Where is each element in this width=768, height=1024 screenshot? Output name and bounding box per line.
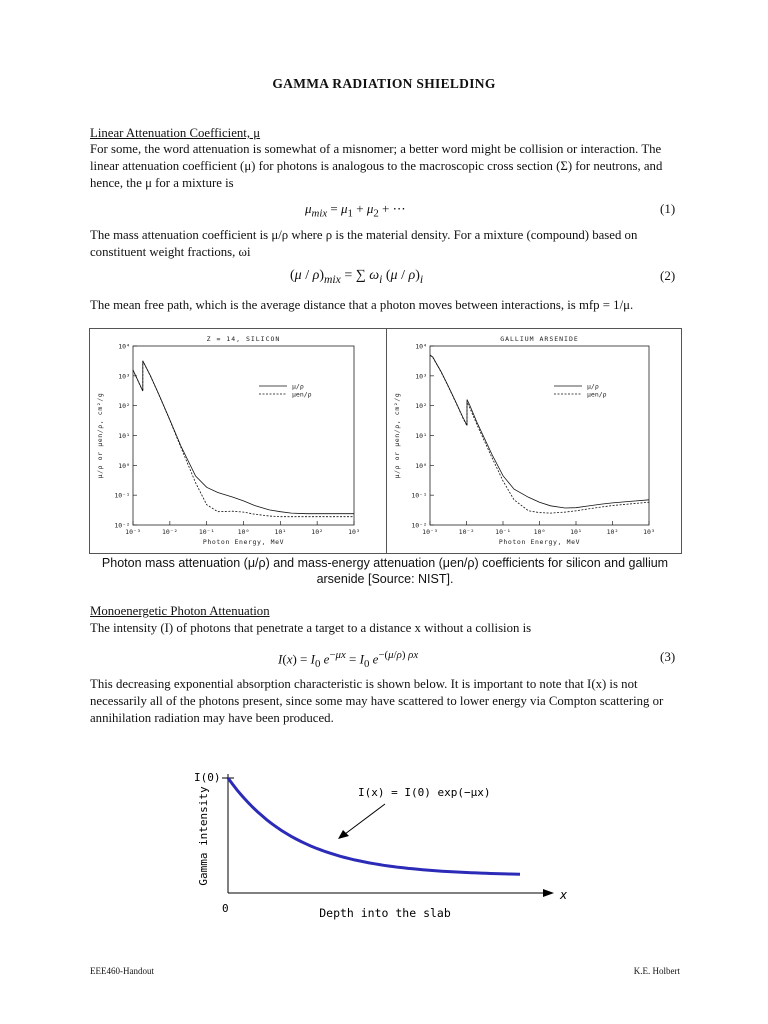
heading-text: Monoenergetic Photon Attenuation: [90, 604, 270, 618]
x-tick-label: 10²: [606, 528, 619, 536]
y-tick-label: 10⁰: [415, 461, 427, 470]
y-tick-label: 10⁻¹: [411, 491, 427, 500]
x-tick-label: 10⁻¹: [495, 528, 511, 536]
x-tick-label: 10²: [311, 528, 324, 536]
plot-area: [430, 346, 649, 525]
gallium-arsenide-attenuation-chart: [386, 328, 682, 554]
y-top-label: I(0): [194, 771, 221, 784]
paragraph: This decreasing exponential absorption characteristic is shown below. It is important to note that I(x) is not necessarily all of the photons present, since some may have scattered to lower energy via Compton scattering or annihilation radiation may have been produced.: [90, 677, 664, 725]
equation-1: $\mu_{mix} = \mu_1 + \mu_2$ + ⋯: [305, 201, 406, 220]
x-tick-label: 10⁻²: [458, 528, 475, 536]
y-tick-label: 10¹: [118, 432, 130, 440]
origin-label: 0: [222, 902, 229, 915]
section-heading-linear-attenuation: [90, 125, 690, 142]
x-axis-arrow: [543, 889, 554, 897]
equation-number: (2): [660, 268, 676, 283]
y-tick-label: 10²: [415, 402, 427, 411]
curve-annotation: I(x) = I(0) exp(−μx): [358, 786, 491, 799]
chart-title: GALLIUM ARSENIDE: [500, 335, 579, 343]
x-axis-label: Photon Energy, MeV: [498, 538, 581, 546]
x-tick-label: 10⁰: [237, 528, 250, 536]
footer-right: K.E. Holbert: [633, 966, 680, 976]
equation-number: (3): [660, 649, 676, 664]
x-tick-label: 10³: [348, 528, 360, 536]
x-axis-symbol: x: [560, 888, 568, 902]
figure-caption: Photon mass attenuation (μ/ρ) and mass-energy attenuation (μen/ρ) coefficients for silicon and gallium arsenide [Source: NIST].: [101, 556, 669, 586]
page-title: GAMMA RADIATION SHIELDING: [272, 76, 496, 91]
chart-title: Z = 14, SILICON: [206, 335, 281, 343]
series-line-mass-attenuation: [133, 361, 354, 514]
legend-label: μ/ρ: [587, 382, 599, 391]
annotation-arrowhead: [338, 830, 349, 839]
equation-3: $I(x) = I_0$ $e^{-\mu x} = I_0$ $e^{-(\mu/\rho) \rho x}$: [278, 649, 419, 670]
silicon-attenuation-chart: [89, 328, 387, 554]
x-axis-label: Depth into the slab: [319, 906, 451, 920]
y-tick-label: 10³: [118, 372, 130, 381]
y-tick-label: 10³: [415, 372, 427, 381]
y-tick-label: 10¹: [415, 432, 427, 440]
x-tick-label: 10⁻³: [422, 528, 438, 536]
x-tick-label: 10⁻²: [162, 528, 178, 536]
paragraph: The mass attenuation coefficient is μ/ρ where ρ is the material density. For a mixture (compound) based on constituent weight fractions, ωi: [90, 228, 638, 259]
y-tick-label: 10⁴: [415, 342, 427, 351]
y-axis-label: μ/ρ or μen/ρ, cm²/g: [393, 392, 401, 479]
paragraph: The intensity (I) of photons that penetrate a target to a distance x without a collision is: [90, 621, 532, 635]
series-line-mass-attenuation: [430, 355, 649, 508]
y-tick-label: 10²: [118, 402, 130, 411]
x-tick-label: 10¹: [570, 528, 582, 536]
x-tick-label: 10⁰: [533, 528, 546, 536]
equation-number: (1): [660, 201, 676, 216]
y-axis-label: μ/ρ or μen/ρ, cm²/g: [96, 392, 104, 479]
y-tick-label: 10⁻²: [114, 521, 130, 530]
y-axis-label: Gamma intensity: [197, 786, 210, 886]
x-tick-label: 10³: [643, 528, 655, 536]
legend-label: μ/ρ: [292, 382, 304, 391]
y-tick-label: 10⁴: [118, 342, 130, 351]
series-line-mass-energy-attenuation: [133, 361, 354, 517]
legend-label: μen/ρ: [292, 390, 312, 399]
footer-left: EEE460-Handout: [90, 966, 154, 976]
heading-text: Linear Attenuation Coefficient, μ: [90, 126, 261, 140]
plot-area: [133, 346, 354, 525]
section-heading-monoenergetic: [90, 603, 690, 620]
x-axis-label: Photon Energy, MeV: [202, 538, 285, 546]
y-tick-label: 10⁻¹: [114, 491, 130, 500]
annotation-arrow: [345, 804, 385, 834]
legend-label: μen/ρ: [587, 390, 607, 399]
x-tick-label: 10¹: [274, 528, 287, 536]
equation-2: $(\mu / \rho)_{mix}$ = ∑ $\omega_i$ $(\mu / \rho)_i$: [290, 268, 424, 286]
exponential-decay-chart: [180, 760, 600, 930]
series-line-mass-energy-attenuation: [430, 355, 649, 513]
paragraph: For some, the word attenuation is somewhat of a misnomer; a better word might be collision or interaction. The linear attenuation coefficient (μ) for photons is analogous to the macroscopic cross section (Σ) for neutrons, and hence, the μ for a mixture is: [90, 142, 663, 190]
paragraph: The mean free path, which is the average distance that a photon moves between interactions, is mfp = 1/μ.: [90, 298, 634, 312]
y-tick-label: 10⁰: [118, 461, 130, 470]
x-tick-label: 10⁻¹: [198, 528, 215, 536]
y-tick-label: 10⁻²: [411, 521, 427, 530]
x-tick-label: 10⁻³: [125, 528, 141, 536]
